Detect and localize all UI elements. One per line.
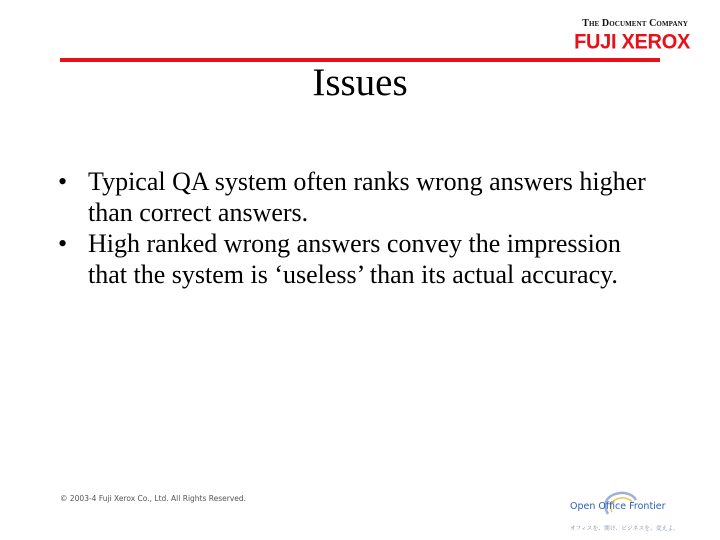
brand-block (574, 18, 690, 52)
bullet-list (58, 166, 658, 290)
bullet-marker: • (58, 229, 68, 258)
bullet-item (58, 166, 658, 228)
bullet-text: Typical QA system often ranks wrong answers higher than correct answers. (88, 167, 646, 227)
bullet-item (58, 228, 658, 290)
brand-tagline: The Document Company (582, 18, 688, 29)
logo-name: Open Office Frontier (570, 501, 666, 512)
fuji-xerox-logo: FUJI XEROX (574, 30, 690, 54)
open-office-frontier-logo (566, 488, 686, 536)
logo-subtitle: オフィスを、開け、ビジネスを、変えよ。 (570, 526, 680, 532)
slide-title: Issues (312, 61, 408, 104)
copyright-notice: © 2003-4 Fuji Xerox Co., Ltd. All Rights Reserved. (60, 494, 247, 503)
bullet-marker: • (58, 167, 68, 196)
bullet-text: High ranked wrong answers convey the impression that the system is ‘useless’ than its actual accuracy. (88, 229, 621, 289)
